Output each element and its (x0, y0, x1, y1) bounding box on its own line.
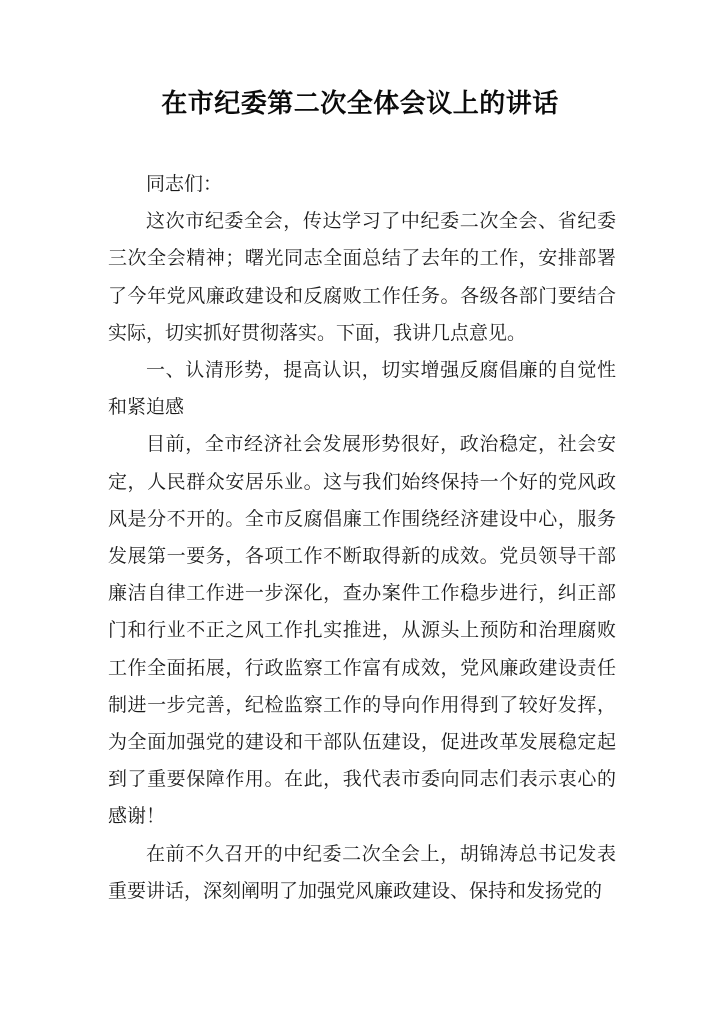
document-body (108, 166, 616, 910)
salutation-paragraph: 同志们： (146, 173, 223, 195)
document-title: 在市纪委第二次全体会议上的讲话 (161, 89, 559, 119)
body-paragraph: 目前，全市经济社会发展形势很好，政治稳定，社会安定，人民群众安居乐业。这与我们始终保持一个好的党风政风是分不开的。全市反腐倡廉工作围绕经济建设中心，服务发展第一要务，各项工作不断取得新的成效。党员领导干部廉洁自律工作进一步深化，查办案件工作稳步进行，纠正部门和行业不正之风工作扎实推进，从源头上预防和治理腐败工作全面拓展，行政监察工作富有成效，党风廉政建设责任制进一步完善，纪检监察工作的导向作用得到了较好发挥，为全面加强党的建设和干部队伍建设，促进改革发展稳定起到了重要保障作用。在此，我代表市委向同志们表示衷心的感谢！ (108, 433, 616, 828)
body-paragraph: 在前不久召开的中纪委二次全会上，胡锦涛总书记发表重要讲话，深刻阐明了加强党风廉政建设、保持和发扬党的 (108, 842, 616, 902)
intro-paragraph: 这次市纪委全会，传达学习了中纪委二次全会、省纪委三次全会精神；曙光同志全面总结了去年的工作，安排部署了今年党风廉政建设和反腐败工作任务。各级各部门要结合实际，切实抓好贯彻落实。下面，我讲几点意见。 (108, 210, 616, 344)
section-heading: 一、认清形势，提高认识，切实增强反腐倡廉的自觉性和紧迫感 (108, 359, 616, 419)
